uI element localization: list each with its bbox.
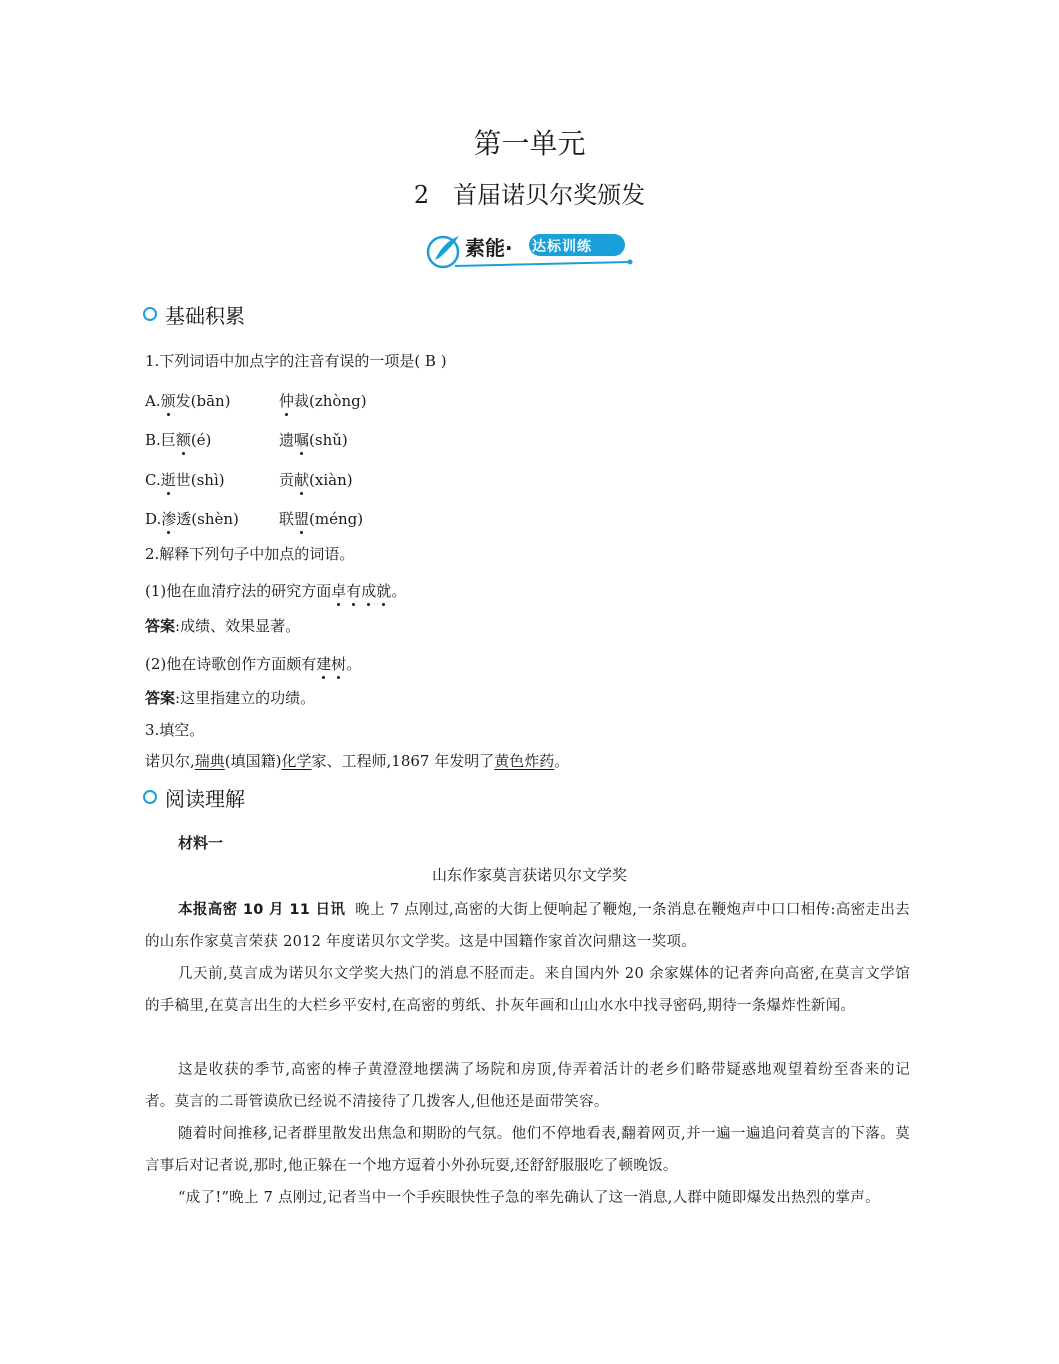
q1-option-d-word2: 联盟(méng): [279, 510, 364, 528]
q1-option-c: C.逝世(shì): [145, 471, 225, 489]
section-reading: [143, 783, 245, 812]
q1-option-b: B.巨额(é): [145, 431, 212, 449]
feather-pen-icon: [425, 228, 635, 270]
banner-tag-text: 达标训练: [532, 239, 592, 255]
q1-option-a-word2: 仲裁(zhòng): [279, 392, 367, 410]
section-reading-label: 阅读理解: [165, 787, 245, 811]
article-title: 山东作家莫言获诺贝尔文学奖: [431, 866, 627, 884]
article-paragraph-2: 几天前,莫言成为诺贝尔文学奖大热门的消息不胫而走。来自国内外 20 余家媒体的记者奔向高密,在莫言文学馆的手稿里,在莫言出生的大栏乡平安村,在高密的剪纸、扑灰年画和山山水水中找寻密码,期待一条爆炸性新闻。: [145, 966, 910, 1014]
article-paragraph-1: 本报高密 10 月 11 日讯 晚上 7 点刚过,高密的大街上便响起了鞭炮,一条消息在鞭炮声中口口相传:高密走出去的山东作家莫言荣获 2012 年度诺贝尔文学奖。这是中国籍作家首次问鼎这一奖项。: [145, 902, 910, 950]
section-basic-label: 基础积累: [165, 304, 245, 328]
training-banner: [425, 228, 635, 270]
q3-stem: 3.填空。: [145, 721, 205, 739]
q2-sentence-2: (2)他在诗歌创作方面颇有建树。: [145, 655, 362, 673]
section-basic: [143, 300, 245, 329]
q2-stem: 2.解释下列句子中加点的词语。: [145, 545, 355, 563]
q3-fill-line: 诺贝尔,瑞典(填国籍)化学家、工程师,1867 年发明了黄色炸药。: [145, 752, 570, 770]
q2-sentence-1: (1)他在血清疗法的研究方面卓有成就。: [145, 582, 407, 600]
q1-stem: 1.下列词语中加点字的注音有误的一项是( B ): [145, 352, 447, 370]
lesson-title: 2 首届诺贝尔奖颁发: [413, 181, 646, 209]
unit-title: 第一单元: [473, 127, 586, 160]
article-dateline: 本报高密 10 月 11 日讯: [178, 902, 346, 918]
q1-option-c-word2: 贡献(xiàn): [279, 471, 353, 489]
banner-main-text: 素能·: [465, 236, 513, 260]
material-label: 材料一: [178, 834, 224, 852]
q2-answer-2: 答案:这里指建立的功绩。: [145, 689, 316, 707]
circle-bullet-icon: [143, 307, 157, 321]
circle-bullet-icon: [143, 790, 157, 804]
q1-option-a: A.颁发(bān): [145, 392, 231, 410]
article-paragraph-4: 随着时间推移,记者群里散发出焦急和期盼的气氛。他们不停地看表,翻着网页,并一遍一遍追问着莫言的下落。莫言事后对记者说,那时,他正躲在一个地方逗着小外孙玩耍,还舒舒服服吃了顿晚饭。: [145, 1126, 910, 1174]
q2-answer-1: 答案:成绩、效果显著。: [145, 617, 301, 635]
q1-option-b-word2: 遗嘱(shǔ): [279, 431, 348, 449]
article-paragraph-3: 这是收获的季节,高密的棒子黄澄澄地摆满了场院和房顶,侍弄着活计的老乡们略带疑惑地观望着纷至沓来的记者。莫言的二哥管谟欣已经说不清接待了几拨客人,但他还是面带笑容。: [145, 1062, 910, 1110]
q1-option-d: D.渗透(shèn): [145, 510, 239, 528]
article-paragraph-5: “成了!”晚上 7 点刚过,记者当中一个手疾眼快性子急的率先确认了这一消息,人群中随即爆发出热烈的掌声。: [178, 1190, 880, 1206]
